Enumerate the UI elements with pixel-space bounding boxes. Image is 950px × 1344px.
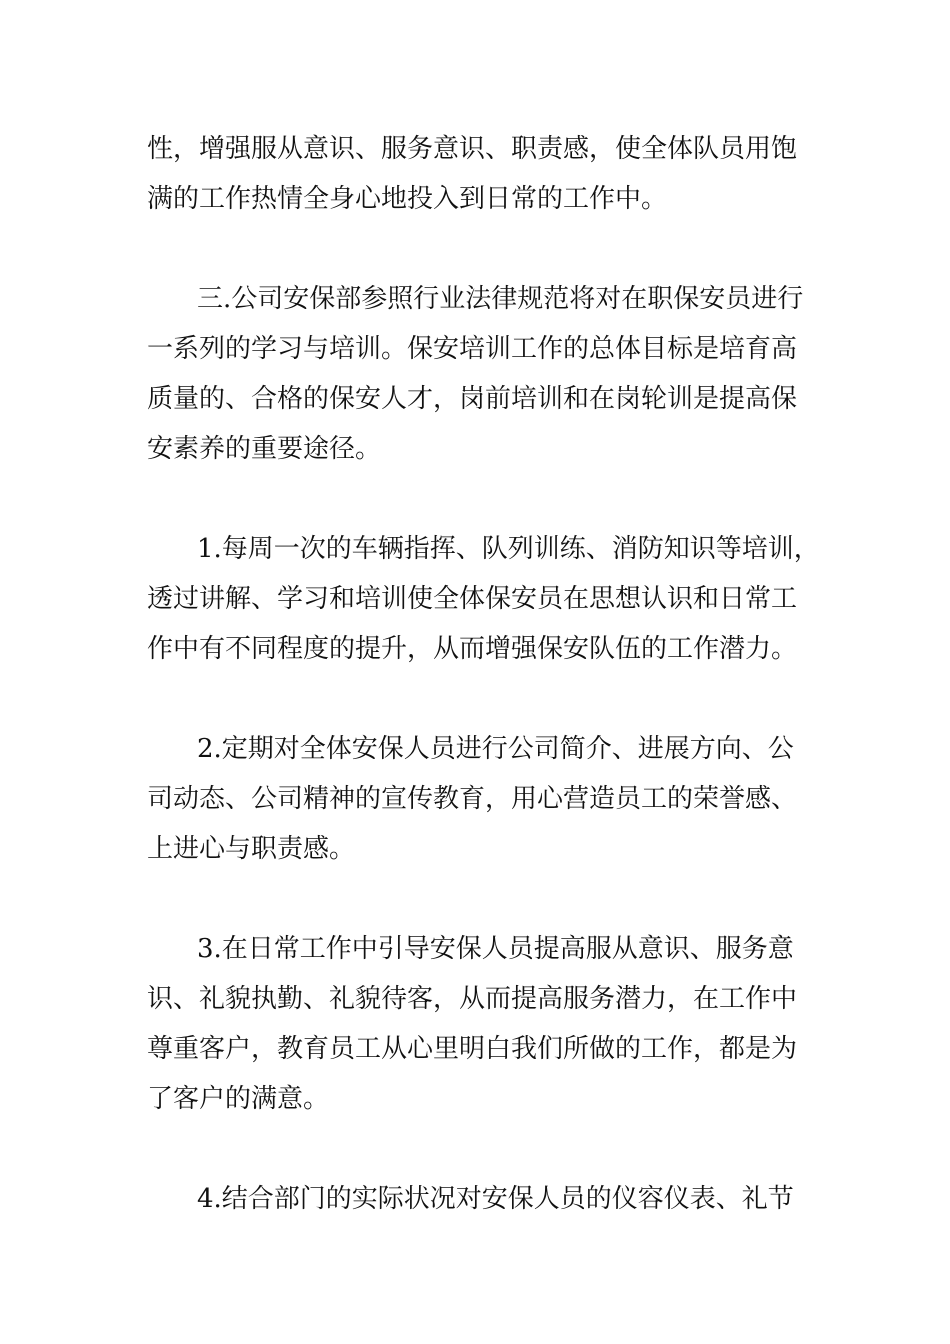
paragraph-2-line-2: 一系列的学习与培训。保安培训工作的总体目标是培育高 [147,334,798,364]
paragraph-1-line-2: 满的工作热情全身心地投入到日常的工作中。 [147,184,668,214]
paragraph-4-line-2: 司动态、公司精神的宣传教育，用心营造员工的荣誉感、 [147,784,798,814]
paragraph-2-line-1: 三.公司安保部参照行业法律规范将对在职保安员进行 [197,284,804,314]
paragraph-5-line-3: 尊重客户，教育员工从心里明白我们所做的工作，都是为 [147,1034,798,1064]
paragraph-4-line-3: 上进心与职责感。 [147,834,356,864]
paragraph-5-line-1: 3.在日常工作中引导安保人员提高服从意识、服务意 [197,934,794,964]
paragraph-2-line-3: 质量的、合格的保安人才，岗前培训和在岗轮训是提高保 [147,384,798,414]
paragraph-3-line-1: 1.每周一次的车辆指挥、队列训练、消防知识等培训， [197,534,820,564]
paragraph-3-line-3: 作中有不同程度的提升，从而增强保安队伍的工作潜力。 [147,634,798,664]
paragraph-3-line-2: 透过讲解、学习和培训使全体保安员在思想认识和日常工 [147,584,798,614]
paragraph-1-line-1: 性，增强服从意识、服务意识、职责感，使全体队员用饱 [147,134,798,164]
paragraph-2-line-4: 安素养的重要途径。 [147,434,382,464]
paragraph-5-line-2: 识、礼貌执勤、礼貌待客，从而提高服务潜力，在工作中 [147,984,798,1014]
paragraph-6-line-1: 4.结合部门的实际状况对安保人员的仪容仪表、礼节 [197,1184,794,1214]
paragraph-5-line-4: 了客户的满意。 [147,1084,330,1114]
paragraph-4-line-1: 2.定期对全体安保人员进行公司简介、进展方向、公 [197,734,794,764]
